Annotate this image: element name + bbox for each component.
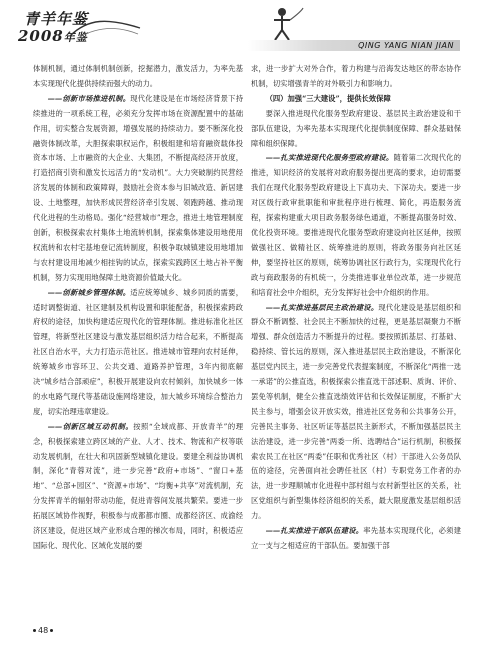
page-footer <box>33 624 183 638</box>
paragraph-lead: ——创新区域互动机制。 <box>47 421 134 431</box>
logo-swash-icon <box>68 16 143 40</box>
paragraph <box>33 420 243 554</box>
paragraph <box>33 286 243 420</box>
logo-year-suffix: 年鉴 <box>63 31 88 44</box>
right-column <box>251 62 461 622</box>
paragraph-body: 随着第二次现代化的推进，知识经济的发展将对政府服务提出更高的要求，迫切需要我们在现代化服务型政府建设上下真功夫、下深功夫。要进一步对区级行政审批职能和审批程序进行梳理、简化，再造服务流程，探索构建重大项目政务服务绿色通道，不断提高服务时效、优化投资环境。要推进现代化服务型政府建设向社区延伸，按照做强社区、做精社区、统筹推进的原则，将政务服务向社区延伸，要坚持社区的原则，统筹协调社区行政行为，实现现代化行政与商政服务的有机统一，分类推进事业单位改革，进一步规范和培育社会中介组织，充分发挥好社会中介组织的作用。 <box>251 153 461 297</box>
paragraph <box>251 301 461 525</box>
footer-dot-icon <box>50 629 53 632</box>
paragraph-body: 率先基本实现现代化，必须建立一支与之相适应的干部队伍。要加强干部 <box>251 526 461 550</box>
paragraph-lead: ——扎实推进干部队伍建设。 <box>265 526 364 536</box>
left-column <box>33 62 243 622</box>
page-header <box>0 0 480 52</box>
header-banner-text: QING YANG NIAN JIAN <box>358 41 454 50</box>
yearbook-logo <box>18 8 128 48</box>
paragraph <box>33 92 243 286</box>
paragraph <box>251 524 461 554</box>
paragraph-body: 现代化建设是在市场经济背景下持续推进的一项系统工程，必须充分发挥市场在资源配置中的基础作用，切实整合发展资源，增强发展的持续动力。要不断深化投融资体制改革，大胆探索职权运作，积极组建和培育融资载体投资本市场、上市融资的大企业、大集团，不断提高经济开放度，打造招商引资和激发长远活力的“发动机”。大力突破制约民营经济发展的体制和政策障碍，鼓励社会资本参与旧城改造、新居建设、土地整理，加快形成民营经济牵引发展、领跑跨越、推动现代化进程的生动格局。强化“经营城市”理念，推进土地管理制度创新，积极探索农村集体土地流转机制，探索集体建设用地使用权流转和农村宅基地登记流转制度，积极争取城镇建设用地增加与农村建设用地减少相挂钩的试点，探索实践跨区土地占补平衡机制，努力实现用地保障土地资源价值最大化。 <box>33 93 243 282</box>
section-subheading: （四）加强“三大建设”，提供长效保障 <box>265 93 391 103</box>
paragraph-lead: ——创新市场推进机制。 <box>47 93 131 103</box>
paragraph-lead: ——创新城乡管理体制。 <box>47 287 131 297</box>
paragraph-body: 按照“全域成都、开放青羊”的理念，积极探索建立跨区域的产业、人才、技术、物流和产权等联动发展机制，在壮大和巩固新型城镇化建设。要建全利益协调机制，深化“青蓉对流”，进一步完善“政府+市场”、“窗口+基地”、“总部+园区”、“资源+市场”、“均衡+共享”对流机制，充分发挥青羊的辐射带动功能，促进青蓉间发展共繁荣。要进一步拓展区域协作视野，积极参与成都都市圈、成都经济区、成渝经济区建设，促进区域产业形成合理的梯次布局，同时，积极适应国际化、现代化、区域化发展的要 <box>33 421 243 550</box>
footer-dot-icon <box>33 629 36 632</box>
paragraph: 要深入推进现代化服务型政府建设、基层民主政治建设和干部队伍建设，为率先基本实现现代化提供制度保障、群众基础保障和组织保障。 <box>251 108 461 148</box>
paragraph-lead: ——扎实推进基层民主政治建设。 <box>265 302 379 312</box>
logo-title: 青羊年鉴 <box>24 10 89 28</box>
paragraph-lead: ——扎实推进现代化服务型政府建设。 <box>265 153 394 163</box>
logo-year-number: 2008 <box>18 27 64 45</box>
dancer-figure-icon <box>260 6 304 42</box>
paragraph-body: 适应统筹城乡、城乡同质的需要，适时调整街道、社区建制及机构设置和职能配备，积极探索跨政府权的途径，加快构建适应现代化的管理体制。推进标准化社区管理，将新型社区建设与激发基层组织活力结合起来，不断提高社区自治水平，大力打造示范社区。推进城市管理向农村延伸，统筹城乡市容环卫、公共交通、道路养护管理，3年内彻底解决“城乡结合部顽症”，积极开展建设向农村倾斜，加快城乡一体的水电路气现代等基础设施网络建设，加大城乡环境综合整治力度，切实治理违章建设。 <box>33 287 243 416</box>
paragraph: 求，进一步扩大对外合作，着力构建与沿海发达地区的带态协作机制，切实增强青羊的对外吸引力和影响力。 <box>251 64 461 88</box>
paragraph-body: 现代化建设是基层组织和群众不断调整、社会民主不断加快的过程，更是基层凝聚力不断增强、群众创造活力不断提升的过程。要按照抓基层、打基础、稳持续、管长远的原则，深入推进基层民主政治建设，不断深化基层党内民主，进一步完善党代表提案制度，不断深化“两推一选一承诺”的公推直选，积极探索公推直选干部述职、质询、评价、罢免等机制，健全公推直选绩效评估和长效保证制度，不断扩大民主参与，增强会议开放实效，推进社区党务和公共事务公开，完善民主事务、社区听证等基层民主新形式，不断加强基层民主法治建设，进一步完善“两委一所、选聘结合”运行机制，积极探索农民工在社区“两委”任职和优秀社区（村）干部进入公务员队伍的途径，完善面向社会聘任社区（村）专职党务工作者的办法，进一步理顺城市化进程中部村组与农村新型社区的关系，社区党组织与新型集体经济组织的关系，最大限度激发基层组织活力。 <box>251 302 461 521</box>
header-banner <box>248 40 460 51</box>
page-number: 48 <box>38 626 49 635</box>
paragraph: 体制机制，通过体制机制创新，挖掘潜力，激发活力，为率先基本实现现代化提供持续而强大的动力。 <box>33 64 243 88</box>
paragraph <box>251 151 461 300</box>
